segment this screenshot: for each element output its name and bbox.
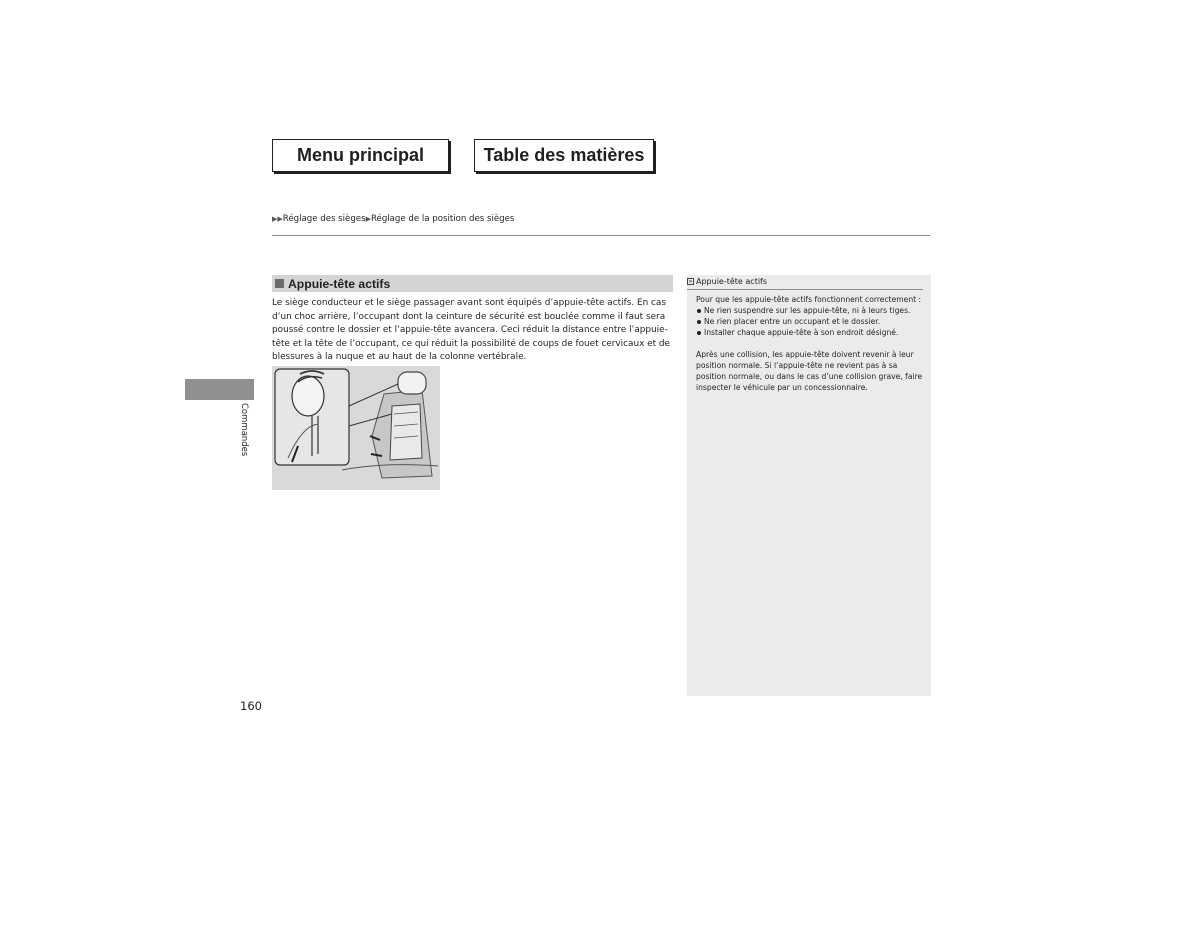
table-des-matieres-button[interactable]: Table des matières [474,139,654,172]
headrest-illustration [272,366,440,490]
sidebar-header [687,275,923,290]
sidebar-title: Appuie-tête actifs [696,276,768,286]
breadcrumb-item-2: Réglage de la position des sièges [370,214,515,224]
breadcrumb [272,214,514,224]
list-item: Ne rien suspendre sur les appuie-tête, ni à leurs tiges. [696,305,923,316]
breadcrumb-arrow-icon: ▶▶ [272,215,283,223]
chapter-tab[interactable] [185,379,254,400]
sidebar-note: Après une collision, les appuie-tête doivent revenir à leur position normale. Si l’appuie-tête ne revient pas à sa position normale, ou dans le cas d’une collision grave, faire inspecter le véhicule par un concessionnaire. [696,350,923,392]
info-sidebar [687,275,931,696]
list-item: Ne rien placer entre un occupant et le dossier. [696,316,923,327]
breadcrumb-item-1[interactable]: Réglage des sièges [282,214,366,224]
menu-principal-button[interactable]: Menu principal [272,139,449,172]
heading-square-icon [275,279,284,288]
headrest-diagram-icon [272,366,440,490]
page-number: 160 [240,699,262,713]
section-title: Appuie-tête actifs [288,276,391,291]
header-divider [272,235,930,236]
chapter-tab-label: Commandes [239,403,249,457]
sidebar-bullet-list [696,305,923,338]
sidebar-intro: Pour que les appuie-tête actifs fonctionnent correctement : [696,295,922,304]
reference-icon: » [688,277,693,285]
list-item: Installer chaque appuie-tête à son endroit désigné. [696,327,923,338]
section-heading [272,275,673,292]
breadcrumb-arrow-icon: ▶ [365,215,371,223]
section-body-text: Le siège conducteur et le siège passager avant sont équipés d’appuie-tête actifs. En cas d’un choc arrière, l’occupant dont la ceinture de sécurité est bouclée comme il faut sera poussé contre le dossier et l’appuie-tête avancera. Ceci réduit la distance entre l’appuie-tête et la tête de l’occupant, ce qui réduit la possibilité de coups de fouet cervicaux et de blessures à la nuque et au haut de la colonne vertébrale. [272,298,671,363]
